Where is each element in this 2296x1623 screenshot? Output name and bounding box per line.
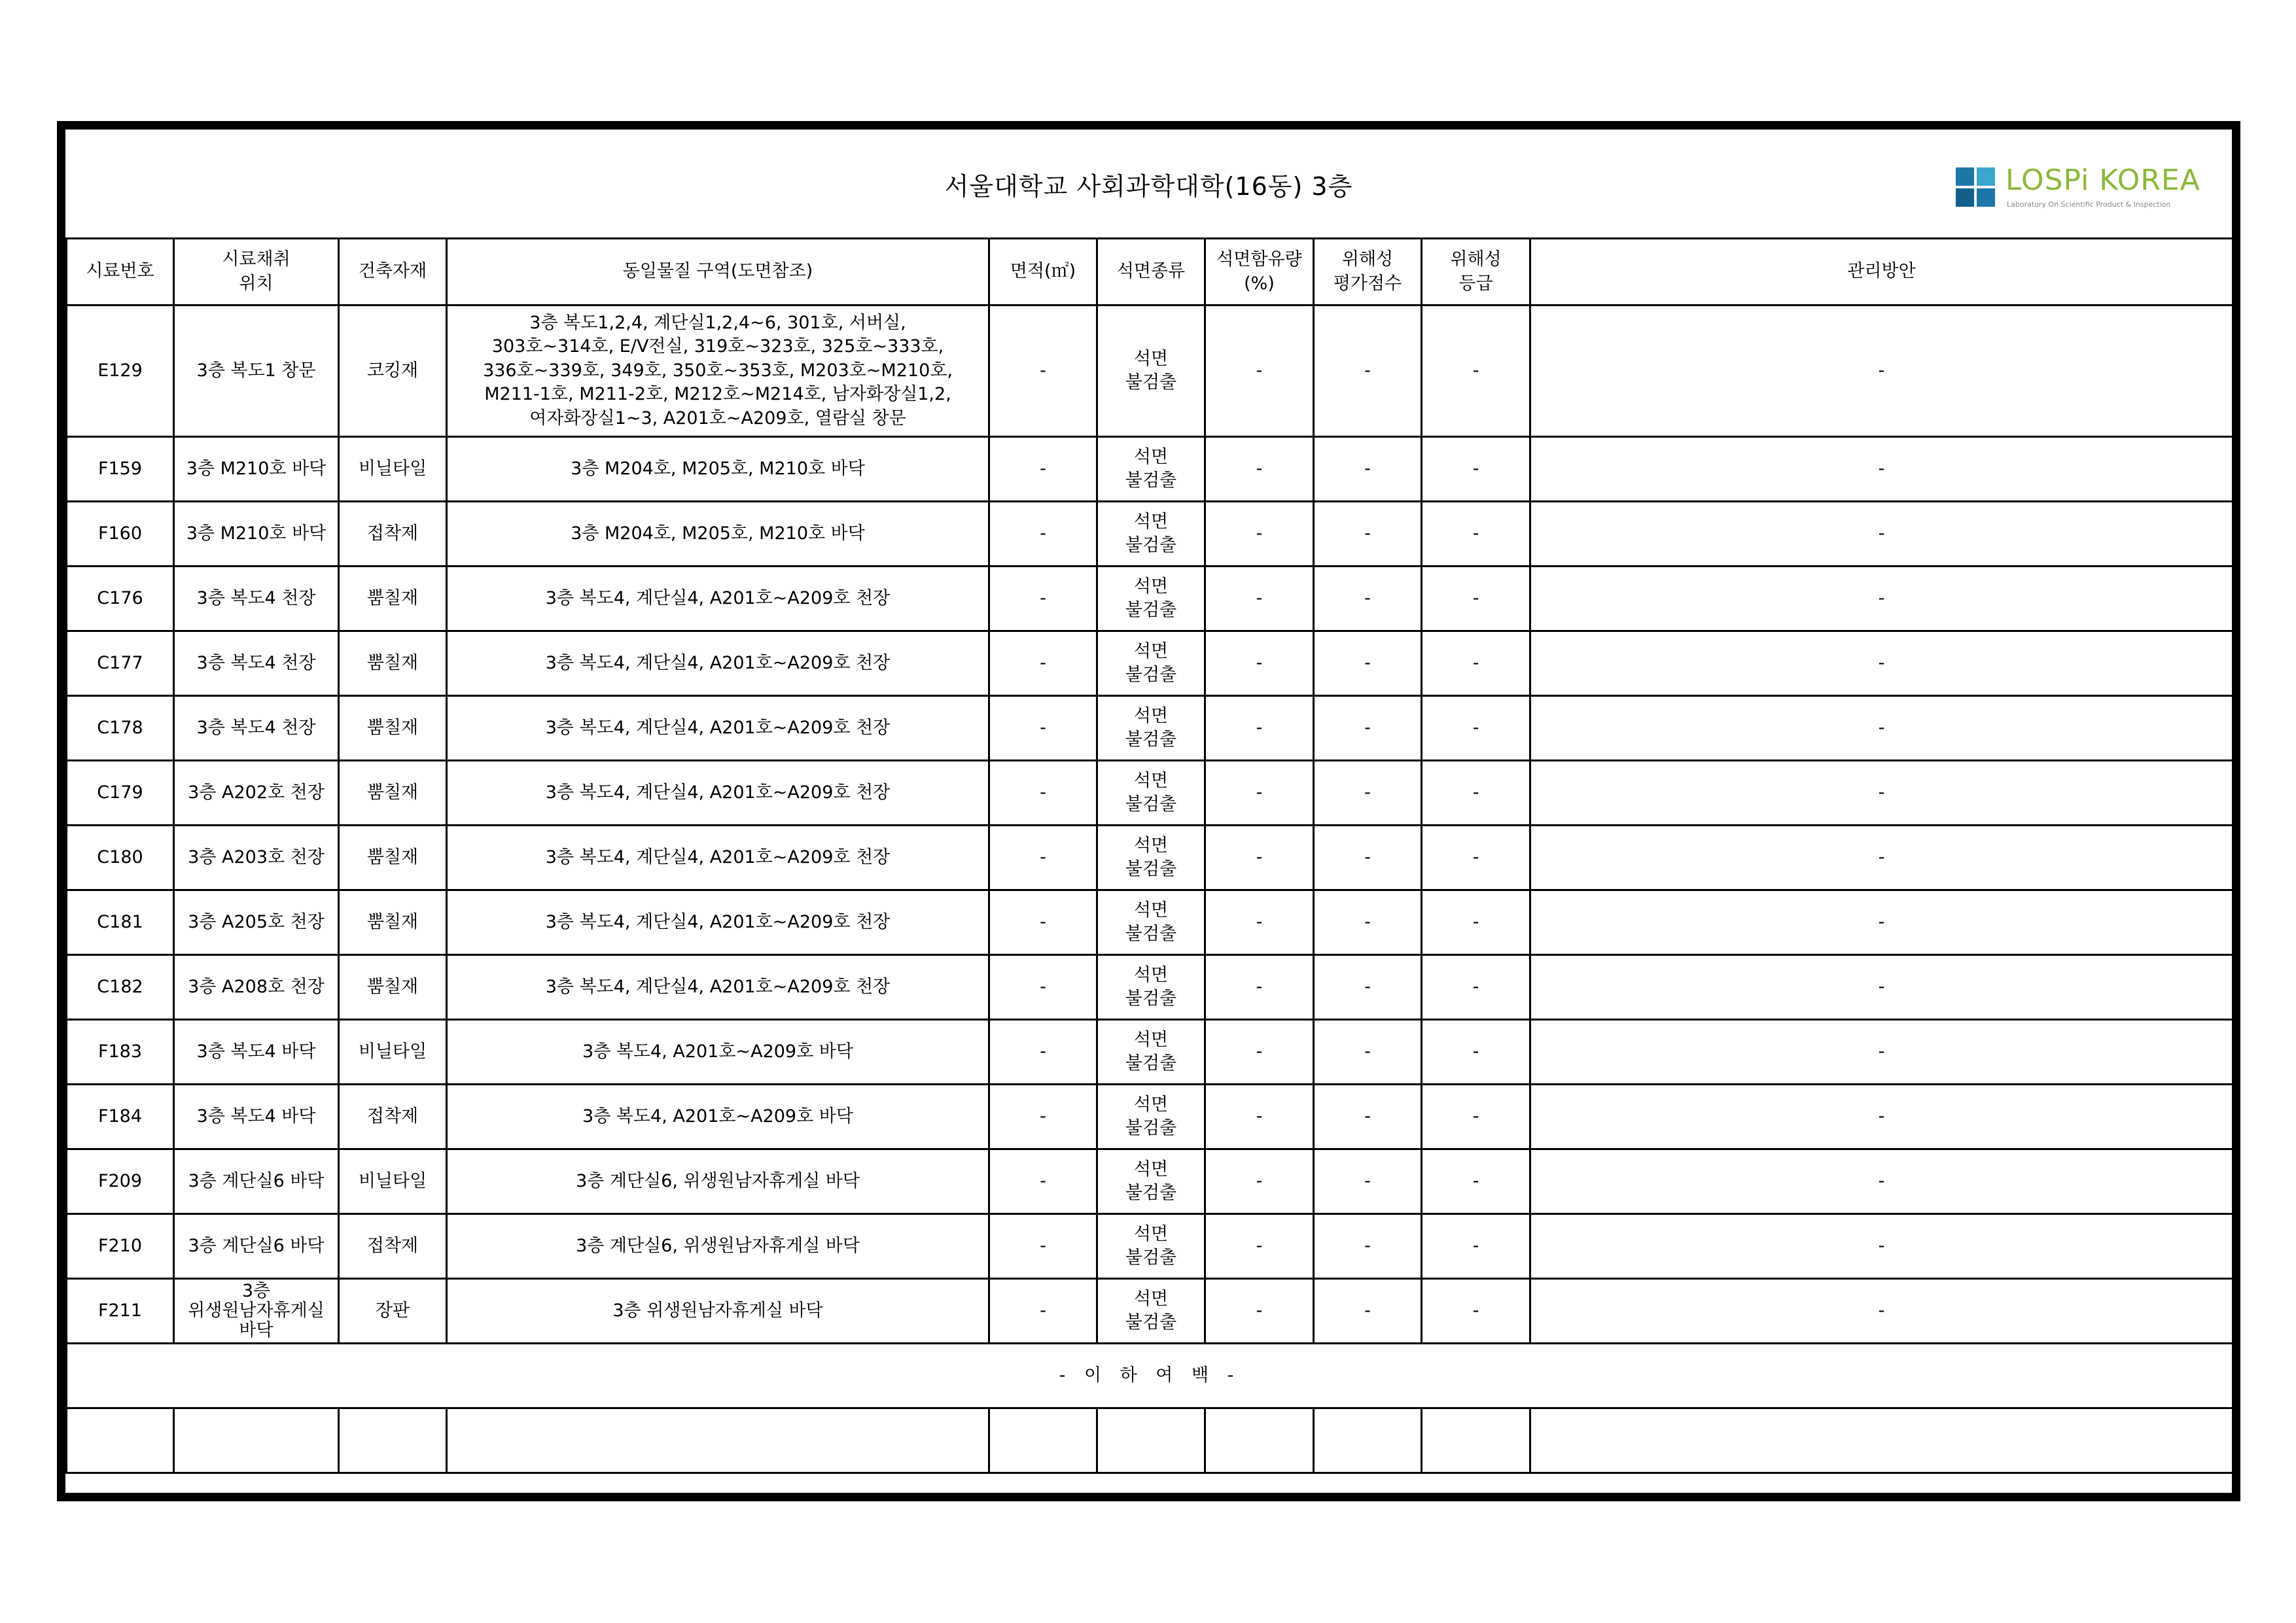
cell-sample-no: E129 [67,305,174,437]
cell-management: - [1530,890,2233,955]
cell-material: 뿜칠재 [339,696,447,761]
cell-area: - [989,761,1097,826]
cell-material: 비닐타일 [339,437,447,502]
cell-material: 비닐타일 [339,1149,447,1214]
cell-asbestos-type: 석면 불검출 [1097,1020,1205,1085]
cell-zone: 3층 M204호, M205호, M210호 바닥 [447,437,989,502]
cell-score: - [1314,890,1422,955]
end-note-row [67,1344,2233,1408]
empty-cell [67,1408,174,1473]
cell-asbestos-type: 석면 불검출 [1097,761,1205,826]
cell-grade: - [1422,1279,1530,1344]
cell-content: - [1205,1279,1314,1344]
cell-location: 3층 복도4 천장 [174,631,339,696]
cell-area: - [989,1279,1097,1344]
cell-content: - [1205,437,1314,502]
table-row [67,761,2233,826]
document-frame [57,121,2240,1501]
cell-zone: 3층 복도4, 계단실4, A201호~A209호 천장 [447,567,989,631]
cell-area: - [989,696,1097,761]
cell-area: - [989,826,1097,890]
cell-location: 3층 복도4 천장 [174,567,339,631]
cell-content: - [1205,955,1314,1020]
cell-zone: 3층 복도4, 계단실4, A201호~A209호 천장 [447,631,989,696]
table-row [67,502,2233,567]
cell-score: - [1314,1149,1422,1214]
cell-zone: 3층 복도4, A201호~A209호 바닥 [447,1020,989,1085]
cell-material: 코킹재 [339,305,447,437]
header-zone: 동일물질 구역(도면참조) [447,239,989,305]
cell-asbestos-type: 석면 불검출 [1097,1149,1205,1214]
cell-material: 비닐타일 [339,1020,447,1085]
cell-asbestos-type: 석면 불검출 [1097,955,1205,1020]
cell-material: 뿜칠재 [339,890,447,955]
table-row [67,1149,2233,1214]
cell-content: - [1205,567,1314,631]
cell-location: 3층 M210호 바닥 [174,437,339,502]
cell-sample-no: F210 [67,1214,174,1279]
cell-score: - [1314,1214,1422,1279]
empty-cell [989,1408,1097,1473]
cell-score: - [1314,305,1422,437]
cell-sample-no: F160 [67,502,174,567]
cell-grade: - [1422,1020,1530,1085]
cell-content: - [1205,1214,1314,1279]
cell-management: - [1530,1085,2233,1149]
cell-sample-no: C181 [67,890,174,955]
cell-asbestos-type: 석면 불검출 [1097,567,1205,631]
cell-zone: 3층 복도1,2,4, 계단실1,2,4~6, 301호, 서버실, 303호~314호, E/V전실, 319호~323호, 325호~333호, 336호~339호, 349호, 350호~353호, M203호~M210호, M211-1호, M211-2호, M212호~M214호, 남자화장실1,2, 여자화장실1~3, A201호~A209호, 열람실 창문 [447,305,989,437]
cell-management: - [1530,1279,2233,1344]
cell-material: 장판 [339,1279,447,1344]
cell-score: - [1314,761,1422,826]
table-row [67,1020,2233,1085]
cell-grade: - [1422,305,1530,437]
cell-zone: 3층 복도4, 계단실4, A201호~A209호 천장 [447,826,989,890]
cell-zone: 3층 복도4, 계단실4, A201호~A209호 천장 [447,696,989,761]
cell-area: - [989,955,1097,1020]
cell-content: - [1205,305,1314,437]
table-row [67,826,2233,890]
header-grade: 위해성 등급 [1422,239,1530,305]
cell-sample-no: C178 [67,696,174,761]
cell-material: 뿜칠재 [339,761,447,826]
table-row [67,890,2233,955]
cell-zone: 3층 복도4, 계단실4, A201호~A209호 천장 [447,890,989,955]
cell-content: - [1205,1085,1314,1149]
cell-score: - [1314,567,1422,631]
table-row [67,567,2233,631]
cell-sample-no: F211 [67,1279,174,1344]
cell-area: - [989,502,1097,567]
logo-tagline: Laboratory On Scientific Product & Inspection [2007,200,2171,209]
title-row [65,130,2232,237]
cell-location: 3층 M210호 바닥 [174,502,339,567]
empty-cell [1422,1408,1530,1473]
cell-asbestos-type: 석면 불검출 [1097,1214,1205,1279]
cell-location: 3층 복도4 바닥 [174,1085,339,1149]
cell-grade: - [1422,826,1530,890]
cell-asbestos-type: 석면 불검출 [1097,437,1205,502]
cell-management: - [1530,305,2233,437]
table-row [67,1279,2233,1344]
empty-row [67,1408,2233,1473]
table-row [67,696,2233,761]
cell-asbestos-type: 석면 불검출 [1097,890,1205,955]
cell-management: - [1530,567,2233,631]
cell-zone: 3층 위생원남자휴게실 바닥 [447,1279,989,1344]
cell-content: - [1205,826,1314,890]
cell-grade: - [1422,437,1530,502]
cell-grade: - [1422,1214,1530,1279]
empty-cell [174,1408,339,1473]
sample-table [65,237,2234,1474]
cell-zone: 3층 복도4, A201호~A209호 바닥 [447,1085,989,1149]
cell-sample-no: F184 [67,1085,174,1149]
cell-grade: - [1422,890,1530,955]
cell-location: 3층 복도4 천장 [174,696,339,761]
header-score: 위해성 평가점수 [1314,239,1422,305]
empty-cell [447,1408,989,1473]
cell-zone: 3층 복도4, 계단실4, A201호~A209호 천장 [447,761,989,826]
cell-location: 3층 복도1 창문 [174,305,339,437]
cell-score: - [1314,1020,1422,1085]
cell-location: 3층 계단실6 바닥 [174,1149,339,1214]
cell-asbestos-type: 석면 불검출 [1097,826,1205,890]
cell-grade: - [1422,761,1530,826]
header-management: 관리방안 [1530,239,2233,305]
cell-score: - [1314,696,1422,761]
empty-cell [1314,1408,1422,1473]
cell-asbestos-type: 석면 불검출 [1097,1085,1205,1149]
table-row [67,631,2233,696]
cell-grade: - [1422,696,1530,761]
cell-material: 뿜칠재 [339,955,447,1020]
table-row [67,437,2233,502]
cell-area: - [989,567,1097,631]
header-sample-no: 시료번호 [67,239,174,305]
header-material: 건축자재 [339,239,447,305]
cell-location: 3층 위생원남자휴게실 바닥 [174,1279,339,1344]
cell-grade: - [1422,631,1530,696]
cell-sample-no: C180 [67,826,174,890]
cell-sample-no: C179 [67,761,174,826]
header-area: 면적(㎡) [989,239,1097,305]
cell-content: - [1205,890,1314,955]
cell-location: 3층 A205호 천장 [174,890,339,955]
cell-location: 3층 복도4 바닥 [174,1020,339,1085]
cell-material: 뿜칠재 [339,631,447,696]
cell-area: - [989,1149,1097,1214]
cell-management: - [1530,1214,2233,1279]
cell-management: - [1530,826,2233,890]
cell-score: - [1314,437,1422,502]
cell-grade: - [1422,1149,1530,1214]
cell-score: - [1314,502,1422,567]
cell-sample-no: F209 [67,1149,174,1214]
page-title: 서울대학교 사회과학대학(16동) 3층 [944,172,1353,201]
cell-material: 접착제 [339,502,447,567]
cell-management: - [1530,761,2233,826]
cell-score: - [1314,1085,1422,1149]
cell-content: - [1205,1020,1314,1085]
cell-asbestos-type: 석면 불검출 [1097,631,1205,696]
empty-cell [1097,1408,1205,1473]
cell-zone: 3층 M204호, M205호, M210호 바닥 [447,502,989,567]
empty-cell [1530,1408,2233,1473]
cell-score: - [1314,955,1422,1020]
cell-management: - [1530,696,2233,761]
cell-management: - [1530,1149,2233,1214]
company-logo [1956,164,2211,216]
cell-zone: 3층 복도4, 계단실4, A201호~A209호 천장 [447,955,989,1020]
table-row [67,955,2233,1020]
logo-squares-icon [1956,167,1996,208]
cell-asbestos-type: 석면 불검출 [1097,1279,1205,1344]
cell-zone: 3층 계단실6, 위생원남자휴게실 바닥 [447,1214,989,1279]
cell-location: 3층 A208호 천장 [174,955,339,1020]
cell-grade: - [1422,955,1530,1020]
cell-material: 뿜칠재 [339,826,447,890]
cell-content: - [1205,1149,1314,1214]
cell-asbestos-type: 석면 불검출 [1097,502,1205,567]
cell-material: 접착제 [339,1214,447,1279]
cell-location: 3층 A203호 천장 [174,826,339,890]
cell-management: - [1530,502,2233,567]
header-asbestos-type: 석면종류 [1097,239,1205,305]
cell-location: 3층 계단실6 바닥 [174,1214,339,1279]
empty-cell [1205,1408,1314,1473]
header-location: 시료채취 위치 [174,239,339,305]
cell-content: - [1205,631,1314,696]
cell-content: - [1205,696,1314,761]
cell-asbestos-type: 석면 불검출 [1097,305,1205,437]
cell-score: - [1314,826,1422,890]
cell-content: - [1205,502,1314,567]
cell-material: 뿜칠재 [339,567,447,631]
cell-score: - [1314,631,1422,696]
empty-cell [339,1408,447,1473]
cell-area: - [989,1214,1097,1279]
cell-material: 접착제 [339,1085,447,1149]
cell-management: - [1530,437,2233,502]
cell-sample-no: C182 [67,955,174,1020]
cell-management: - [1530,955,2233,1020]
end-note: - 이 하 여 백 - [67,1344,2233,1408]
logo-wordmark: LOSPi KOREA [2005,164,2200,197]
header-row [67,239,2233,305]
cell-location: 3층 A202호 천장 [174,761,339,826]
table-row [67,1214,2233,1279]
cell-area: - [989,890,1097,955]
cell-asbestos-type: 석면 불검출 [1097,696,1205,761]
cell-area: - [989,631,1097,696]
cell-sample-no: C177 [67,631,174,696]
cell-zone: 3층 계단실6, 위생원남자휴게실 바닥 [447,1149,989,1214]
table-row [67,1085,2233,1149]
cell-sample-no: C176 [67,567,174,631]
cell-grade: - [1422,1085,1530,1149]
cell-area: - [989,1085,1097,1149]
cell-area: - [989,305,1097,437]
header-content: 석면함유량 (%) [1205,239,1314,305]
cell-content: - [1205,761,1314,826]
cell-grade: - [1422,502,1530,567]
cell-sample-no: F159 [67,437,174,502]
cell-area: - [989,437,1097,502]
cell-management: - [1530,631,2233,696]
cell-management: - [1530,1020,2233,1085]
cell-grade: - [1422,567,1530,631]
cell-sample-no: F183 [67,1020,174,1085]
cell-area: - [989,1020,1097,1085]
table-row [67,305,2233,437]
cell-score: - [1314,1279,1422,1344]
